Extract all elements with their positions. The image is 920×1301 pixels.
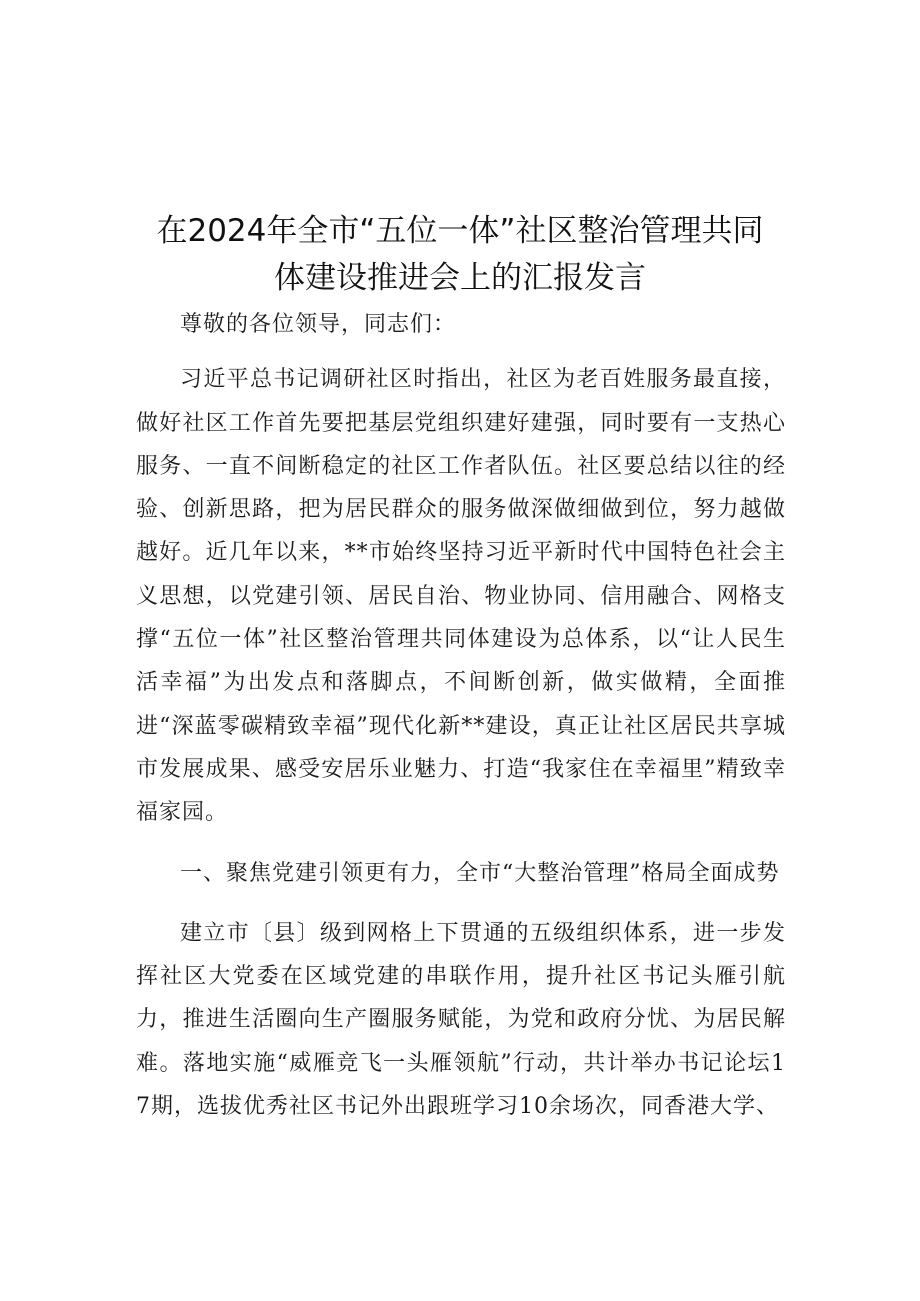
paragraph-intro: 习近平总书记调研社区时指出，社区为老百姓服务最直接，做好社区工作首先要把基层党组织建好建强，同时要有一支热心服务、一直不间断稳定的社区工作者队伍。社区要总结以往的经验、创新思路，把为居民群众的服务做深做细做到位，努力越做越好。近几年以来，**市始终坚持习近平新时代中国特色社会主义思想，以党建引领、居民自治、物业协同、信用融合、网格支撑“五位一体”社区整治管理共同体建设为总体系，以“让人民生活幸福”为出发点和落脚点，不间断创新，做实做精，全面推进“深蓝零碳精致幸福”现代化新**建设，真正让社区居民共享城市发展成果、感受安居乐业魅力、打造“我家住在幸福里”精致幸福家园。 — [136, 367, 786, 826]
paragraph-section-1: 建立市〔县〕级到网格上下贯通的五级组织体系，进一步发挥社区大党委在区域党建的串联作用，提升社区书记头雁引航力，推进生活圈向生产圈服务赋能，为党和政府分忧、为居民解难。落地实施“威雁竞飞一头雁领航”行动，共计举办书记论坛17期，选拔优秀社区书记外出跟班学习10余场次，同香港大学、 — [136, 920, 786, 1120]
greeting: 尊敬的各位领导，同志们： — [180, 312, 457, 337]
section-heading-1: 一、聚焦党建引领更有力，全市“大整治管理”格局全面成势 — [180, 860, 780, 886]
document-body — [136, 303, 786, 1128]
title-line-2: 体建设推进会上的汇报发言 — [274, 260, 646, 296]
document-title — [120, 208, 800, 302]
title-line-1: 在2024年全市“五位一体”社区整治管理共同 — [156, 213, 764, 249]
